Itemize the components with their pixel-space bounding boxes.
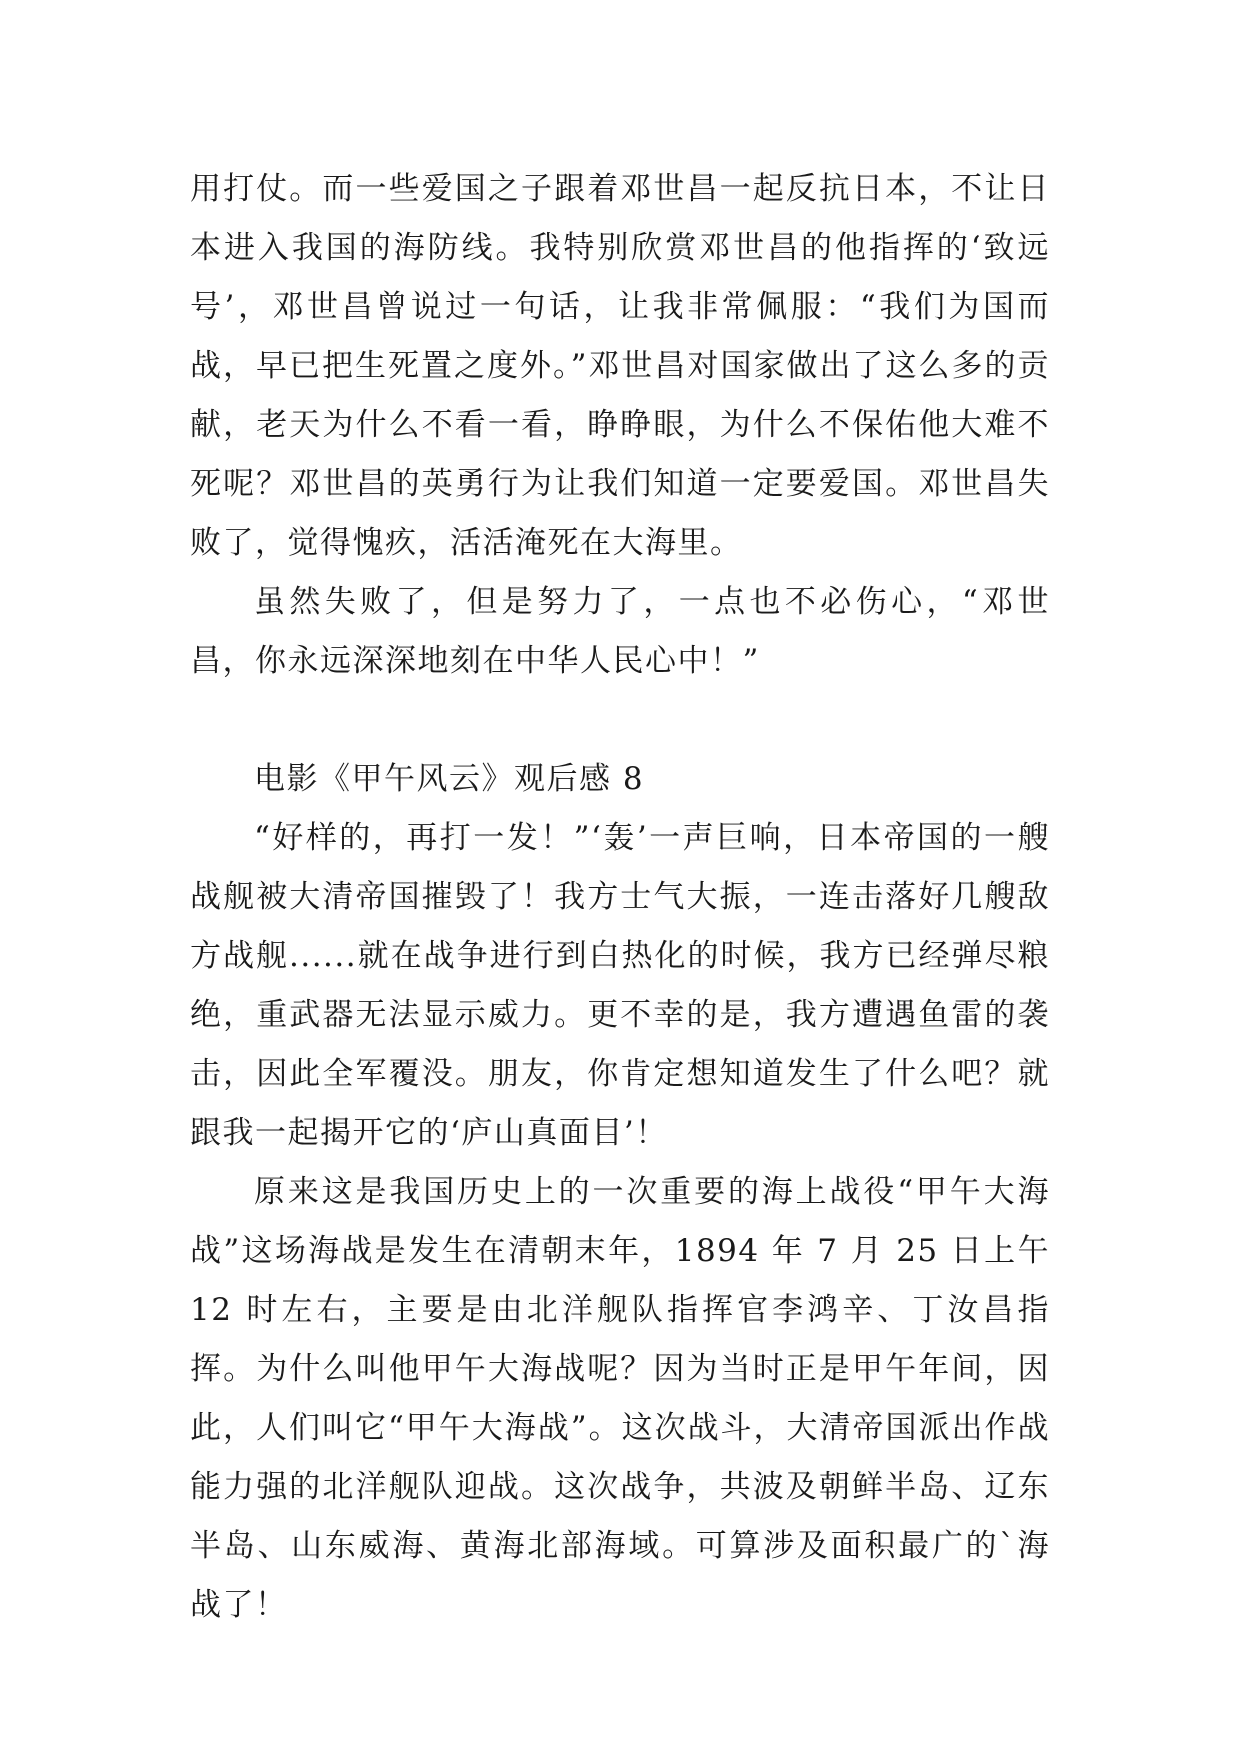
section-title: 电影《甲午风云》观后感 8 (254, 761, 645, 797)
body-paragraph: 原来这是我国历史上的一次重要的海上战役“甲午大海战”这场海战是发生在清朝末年，1894 年 7 月 25 日上午 12 时左右，主要是由北洋舰队指挥官李鸿辛、丁汝昌指挥。为什么叫他甲午大海战呢？因为当时正是甲午年间，因此，人们叫它“甲午大海战”。这次战斗，大清帝国派出作战能力强的北洋舰队迎战。这次战争，共波及朝鲜半岛、辽东半岛、山东威海、黄海北部海域。可算涉及面积最广的`海战了！ (190, 1174, 1050, 1623)
body-paragraph: 虽然失败了，但是努力了，一点也不必伤心，“邓世昌，你永远深深地刻在中华人民心中！” (190, 584, 1050, 679)
body-paragraph: “好样的，再打一发！”‘轰’一声巨响，日本帝国的一艘战舰被大清帝国摧毁了！我方士气大振，一连击落好几艘敌方战舰......就在战争进行到白热化的时候，我方已经弹尽粮绝，重武器无法显示威力。更不幸的是，我方遭遇鱼雷的袭击，因此全军覆没。朋友，你肯定想知道发生了什么吧？就跟我一起揭开它的‘庐山真面目’！ (190, 820, 1050, 1151)
document-body (190, 160, 1050, 1635)
body-paragraph: 用打仗。而一些爱国之子跟着邓世昌一起反抗日本，不让日本进入我国的海防线。我特别欣赏邓世昌的他指挥的‘致远号’，邓世昌曾说过一句话，让我非常佩服：“我们为国而战，早已把生死置之度外。”邓世昌对国家做出了这么多的贡献，老天为什么不看一看，睁睁眼，为什么不保佑他大难不死呢？邓世昌的英勇行为让我们知道一定要爱国。邓世昌失败了，觉得愧疚，活活淹死在大海里。 (190, 171, 1050, 561)
section-spacer (190, 691, 1050, 750)
